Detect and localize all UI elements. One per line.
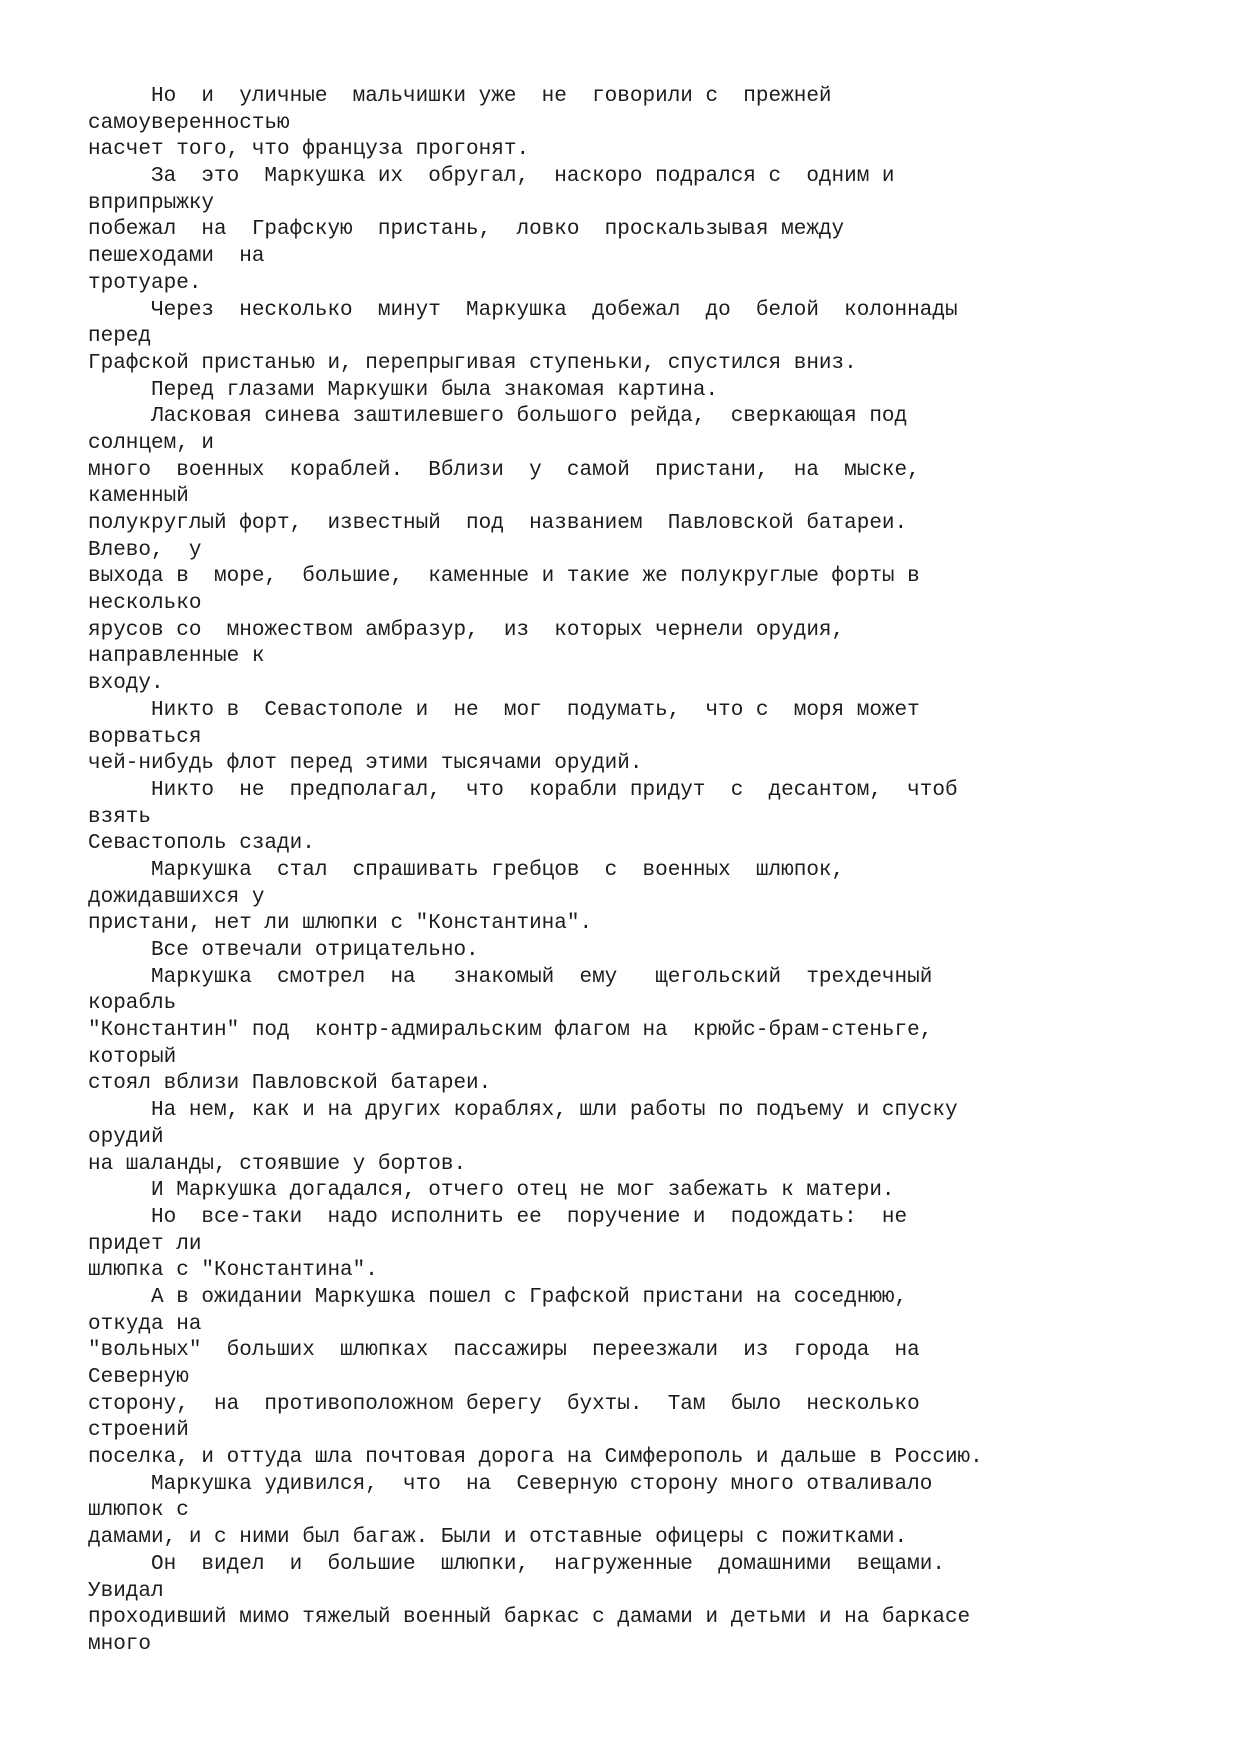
text-line: много военных кораблей. Вблизи у самой пристани, на мыске,: [88, 458, 920, 482]
text-line: выхода в море, большие, каменные и такие же полукруглые форты в: [88, 565, 920, 589]
text-line: сторону, на противоположном берегу бухты. Там было несколько: [88, 1392, 920, 1416]
text-line: "вольных" больших шлюпках пассажиры переезжали из города на: [88, 1339, 920, 1363]
text-line: откуда на: [88, 1312, 202, 1336]
text-line: на шаланды, стоявшие у бортов.: [88, 1152, 467, 1176]
text-line: полукруглый форт, известный под названием Павловской батареи.: [88, 512, 908, 535]
text-line: шлюпка с "Константина".: [88, 1259, 378, 1283]
text-line: каменный: [88, 485, 189, 509]
text-line: проходивший мимо тяжелый военный баркас с дамами и детьми и на баркасе: [88, 1606, 971, 1630]
text-line: дожидавшихся у: [88, 885, 265, 909]
text-line: ярусов со множеством амбразур, из которых чернели орудия,: [88, 618, 845, 642]
text-line: орудий: [88, 1125, 164, 1149]
text-line: И Маркушка догадался, отчего отец не мог забежать к матери.: [88, 1179, 895, 1203]
text-line: перед: [88, 325, 152, 349]
text-line: Северную: [88, 1366, 189, 1389]
text-line: много: [88, 1632, 152, 1656]
text-line: самоуверенностью: [88, 111, 290, 135]
text-line: На нем, как и на других кораблях, шли работы по подъему и спуску: [88, 1099, 958, 1123]
text-line: Все отвечали отрицательно.: [88, 939, 479, 962]
text-line: Увидал: [88, 1579, 164, 1603]
text-line: тротуаре.: [88, 271, 202, 295]
text-line: насчет того, что француза прогонят.: [88, 138, 530, 162]
text-line: Никто не предполагал, что корабли придут с десантом, чтоб: [88, 778, 958, 802]
document-text: [88, 84, 1208, 1659]
text-line: стоял вблизи Павловской батареи.: [88, 1072, 492, 1096]
text-line: Графской пристанью и, перепрыгивая ступеньки, спустился вниз.: [88, 351, 857, 375]
text-line: придет ли: [88, 1232, 202, 1256]
text-line: А в ожидании Маркушка пошел с Графской пристани на соседнюю,: [88, 1285, 908, 1309]
text-line: Он видел и большие шлюпки, нагруженные домашними вещами.: [88, 1552, 945, 1576]
text-line: несколько: [88, 592, 202, 616]
text-line: чей-нибудь флот перед этими тысячами орудий.: [88, 752, 643, 776]
text-line: строений: [88, 1419, 189, 1443]
text-line: Перед глазами Маркушки была знакомая картина.: [88, 378, 719, 402]
text-line: пешеходами на: [88, 245, 265, 269]
text-line: Влево, у: [88, 538, 202, 562]
text-line: Но и уличные мальчишки уже не говорили с прежней: [88, 85, 832, 108]
text-line: "Константин" под контр-адмиральским флагом на крюйс-брам-стеньге,: [88, 1019, 933, 1043]
text-line: Никто в Севастополе и не мог подумать, что с моря может: [88, 698, 920, 722]
text-line: Маркушка смотрел на знакомый ему щегольский трехдечный: [88, 965, 933, 989]
text-line: корабль: [88, 992, 177, 1016]
text-line: взять: [88, 805, 152, 829]
text-line: поселка, и оттуда шла почтовая дорога на Симферополь и дальше в Россию.: [88, 1446, 983, 1470]
text-line: солнцем, и: [88, 431, 215, 455]
text-line: шлюпок с: [88, 1499, 189, 1523]
text-line: который: [88, 1045, 177, 1069]
text-line: За это Маркушка их обругал, наскоро подрался с одним и: [88, 165, 895, 189]
text-line: Ласковая синева заштилевшего большого рейда, сверкающая под: [88, 405, 908, 429]
text-line: вприпрыжку: [88, 191, 215, 215]
text-line: побежал на Графскую пристань, ловко проскальзывая между: [88, 218, 845, 242]
text-line: пристани, нет ли шлюпки с "Константина".: [88, 912, 593, 936]
text-line: дамами, и с ними был багаж. Были и отставные офицеры с пожитками.: [88, 1526, 908, 1550]
text-line: Маркушка стал спрашивать гребцов с военных шлюпок,: [88, 858, 845, 882]
text-line: Через несколько минут Маркушка добежал до белой колоннады: [88, 298, 958, 322]
text-line: Севастополь сзади.: [88, 832, 315, 856]
text-line: ворваться: [88, 725, 202, 749]
text-line: входу.: [88, 672, 164, 696]
text-line: Но все-таки надо исполнить ее поручение и подождать: не: [88, 1205, 908, 1229]
text-line: Маркушка удивился, что на Северную сторону много отваливало: [88, 1472, 933, 1496]
text-line: направленные к: [88, 645, 265, 669]
